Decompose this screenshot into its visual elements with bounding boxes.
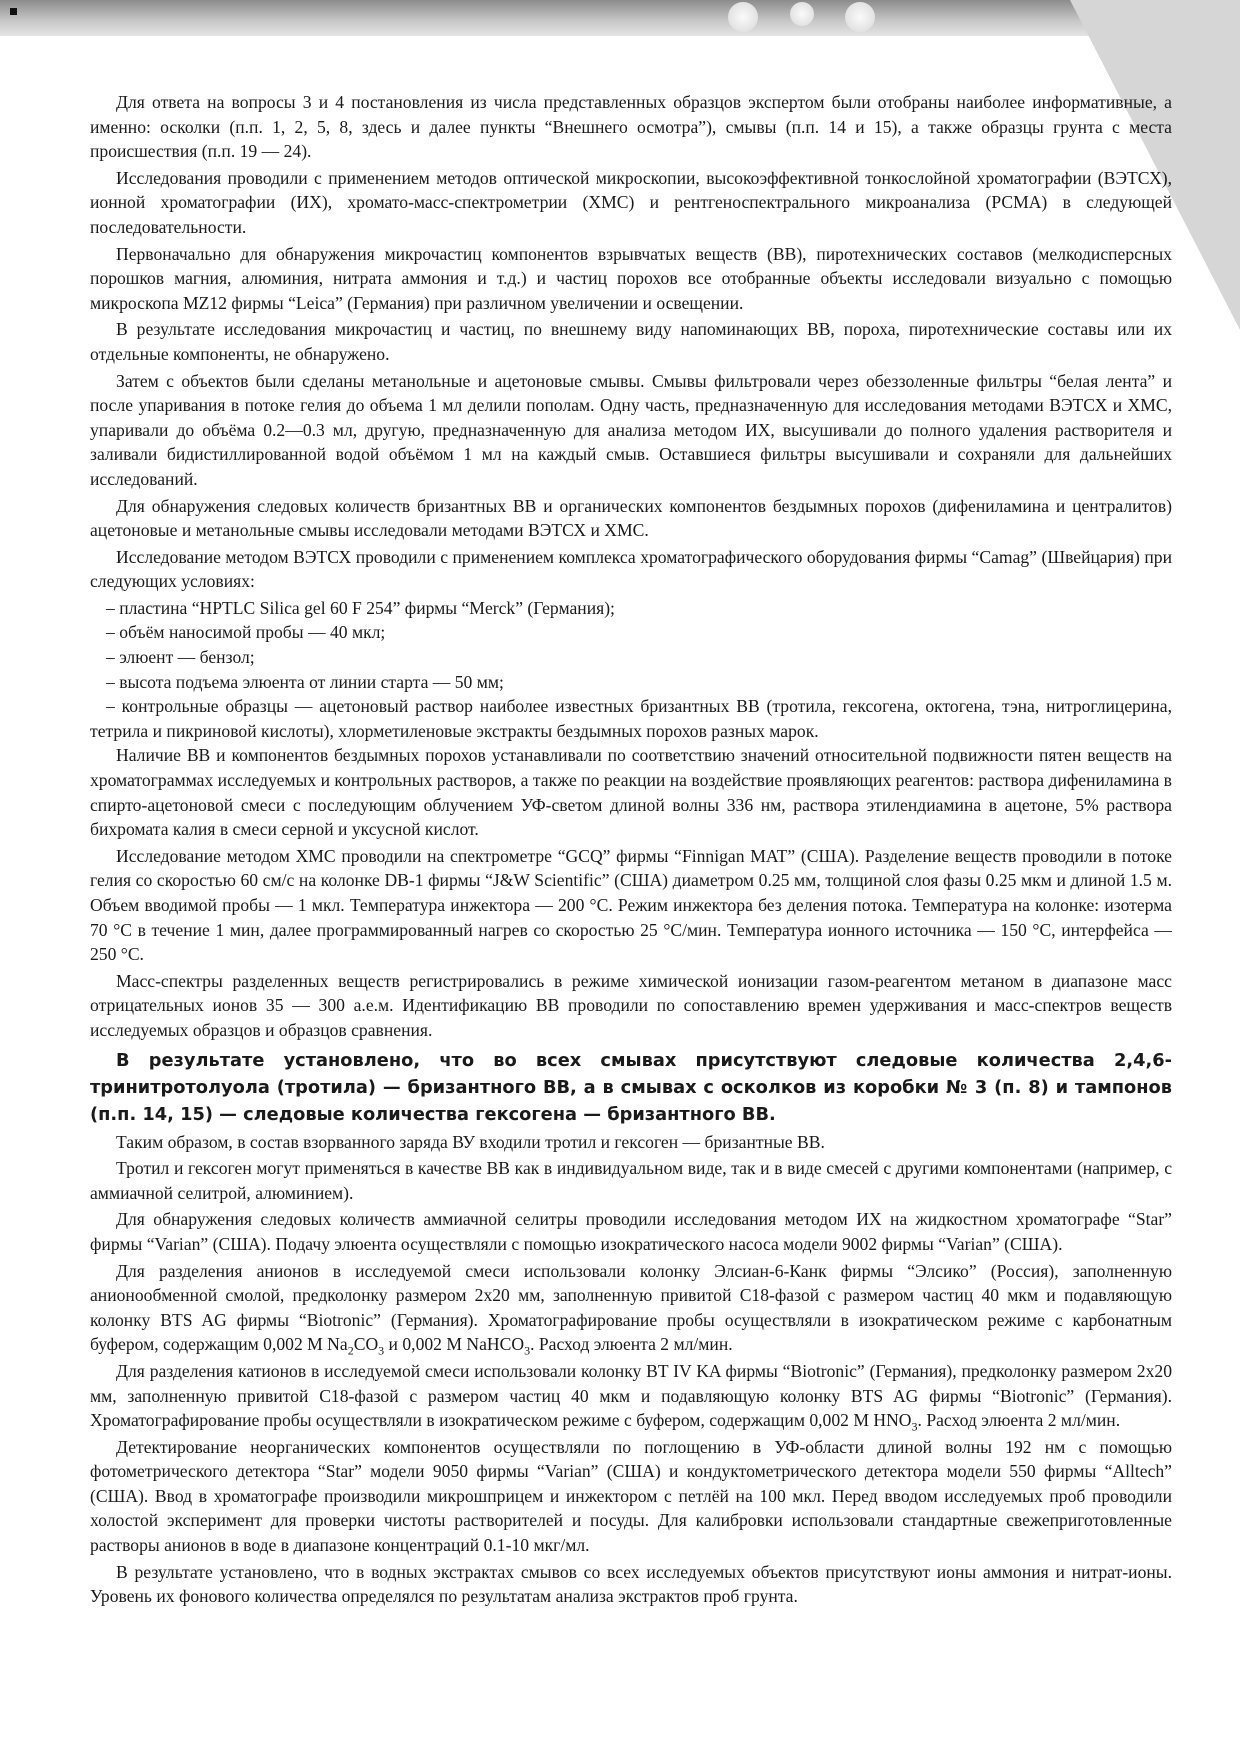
- paragraph: Масс-спектры разделенных веществ регистрировались в режиме химической ионизации газом-реагентом метаном в диапазоне масс отрицательных ионов 35 — 300 а.е.м. Идентификацию ВВ проводили по сопоставлению времен удерживания и масс-спектров веществ исследуемых образцов и образцов сравнения.: [90, 970, 1172, 1040]
- subscript: 2: [347, 1343, 354, 1358]
- binder-hole: [728, 2, 758, 32]
- anion-text: Для разделения анионов в исследуемой смеси использовали колонку Элсиан-6-Канк фирмы “Элсико” (Россия), заполненную анионообменной смолой, предколонку размером 2х20 мм, заполненную привитой С18-фазой с размером частиц 40 мкм и подавляющую колонку BTS AG фирмы “Biotronic” (Германия). Хроматографирование пробы осуществляли в изократическом режиме с карбонатным буфером, содержащим 0,002 М Na: [90, 1260, 1172, 1355]
- condition-item: – высота подъема элюента от линии старта — 50 мм;: [106, 671, 504, 692]
- cation-text: Для разделения катионов в исследуемой смеси использовали колонку BT IV KA фирмы “Biotronic” (Германия), предколонку размером 2х20 мм, заполненную привитой С18-фазой с размером частиц 40 мкм и подавляющую колонку BTS AG фирмы “Biotronic” (Германия). Хроматографирование пробы осуществляли в изократическом режиме с буфером, содержащим 0,002 М HNO: [90, 1360, 1172, 1431]
- paragraph: Первоначально для обнаружения микрочастиц компонентов взрывчатых веществ (ВВ), пиротехнических составов (мелкодисперсных порошков магния, алюминия, нитрата аммония и т.д.) и частиц порохов все отобранные объекты исследовали визуально с помощью микроскопа MZ12 фирмы “Leica” (Германия) при различном увеличении и освещении.: [90, 243, 1172, 313]
- subscript: 3: [911, 1419, 918, 1434]
- paragraph: Затем с объектов были сделаны метанольные и ацетоновые смывы. Смывы фильтровали через обеззоленные фильтры “белая лента” и после упаривания в потоке гелия до объема 1 мл делили пополам. Одну часть, предназначенную для исследования методами ВЭТСХ и ХМС, упаривали до объёма 0.2—0.3 мл, другую, предназначенную для анализа методом ИХ, высушивали до полного удаления растворителя и заливали бидистиллированной водой объёмом 1 мл на каждый смыв. Оставшиеся фильтры высушивали и сохраняли для дальнейших исследований.: [90, 370, 1172, 489]
- condition-item: – контрольные образцы — ацетоновый раствор наиболее известных бризантных ВВ (тротила, гексогена, октогена, тэна, нитроглицерина, тетрила и пикриновой кислоты), хлорметиленовые экстракты бездымных порохов разных марок.: [90, 696, 1172, 741]
- paragraph: Детектирование неорганических компонентов осуществляли по поглощению в УФ-области длиной волны 192 нм с помощью фотометрического детектора “Star” модели 9050 фирмы “Varian” (США) и кондуктометрического детектора модели 550 фирмы “Alltech” (США). Ввод в хроматографе производили микрошприцем и инжектором с петлёй на 100 мкл. Перед вводом исследуемых проб проводили холостой эксперимент для проверки чистоты растворителей и посуды. Для калибровки использовали стандартные свежеприготовленные растворы анионов в воде в диапазоне концентраций 0.1-10 мкг/мл.: [90, 1436, 1172, 1556]
- anion-formula: и 0,002 М NaHCO: [384, 1334, 525, 1355]
- paragraph-anions: [90, 1259, 1172, 1357]
- paragraph: Таким образом, в состав взорванного заряда ВУ входили тротил и гексоген — бризантные ВВ.: [116, 1131, 825, 1152]
- scan-corner-mark: [10, 8, 17, 15]
- condition-item: – элюент — бензол;: [106, 647, 255, 668]
- binder-hole: [790, 2, 814, 26]
- subscript: 3: [524, 1343, 531, 1358]
- paragraph: Исследование методом ХМС проводили на спектрометре “GCQ” фирмы “Finnigan MAT” (США). Разделение веществ проводили в потоке гелия со скоростью 60 см/с на колонке DB-1 фирмы “J&W Scientific” (США) диаметром 0.25 мм, толщиной слоя фазы 0.25 мкм и длиной 1.5 м. Объем вводимой пробы — 1 мкл. Температура инжектора — 200 °С. Режим инжектора без деления потока. Температура на колонке: изотерма 70 °С в течение 1 мин, далее программированный нагрев со скоростью 25 °С/мин. Температура ионного источника — 150 °С, интерфейса — 250 °С.: [90, 845, 1172, 965]
- subscript: 3: [378, 1343, 385, 1358]
- document-body: [90, 90, 1172, 1611]
- result-statement: В результате установлено, что во всех смывах присутствуют следовые количества 2,4,6-тринитротолуола (тротила) — бризантного ВВ, а в смывах с осколков из коробки № 3 (п. 8) и тампонов (п.п. 14, 15) — следовые количества гексогена — бризантного ВВ.: [90, 1049, 1172, 1125]
- paragraph: Наличие ВВ и компонентов бездымных порохов устанавливали по соответствию значений относительной подвижности пятен веществ на хроматограммах исследуемых и контрольных растворов, а также по реакции на воздействие проявляющих реагентов: раствора дифениламина в спирто-ацетоновой смеси с последующим облучением УФ-светом длиной волны 336 нм, раствора этилендиамина в ацетоне, 5% раствора бихромата калия в смеси серной и уксусной кислот.: [90, 745, 1172, 840]
- anion-formula: CO: [353, 1334, 379, 1355]
- condition-item: – пластина “HPTLC Silica gel 60 F 254” фирмы “Merck” (Германия);: [106, 597, 615, 618]
- paragraph: Для обнаружения следовых количеств аммиачной селитры проводили исследования методом ИХ на жидкостном хроматографе “Star” фирмы “Varian” (США). Подачу элюента осуществляли с помощью изократического насоса модели 9002 фирмы “Varian” (США).: [90, 1209, 1172, 1254]
- cation-end: . Расход элюента 2 мл/мин.: [917, 1410, 1121, 1431]
- paragraph-cations: [90, 1359, 1172, 1433]
- paragraph: Исследование методом ВЭТСХ проводили с применением комплекса хроматографического оборудования фирмы “Camag” (Швейцария) при следующих условиях:: [90, 546, 1172, 592]
- binder-hole: [845, 2, 875, 32]
- paragraph: Тротил и гексоген могут применяться в качестве ВВ как в индивидуальном виде, так и в виде смесей с другими компонентами (например, с аммиачной селитрой, алюминием).: [90, 1158, 1172, 1203]
- paragraph: Для обнаружения следовых количеств бризантных ВВ и органических компонентов бездымных порохов (дифениламина и централитов) ацетоновые и метанольные смывы исследовали методами ВЭТСХ и ХМС.: [90, 495, 1172, 541]
- anion-end: . Расход элюента 2 мл/мин.: [530, 1334, 733, 1355]
- paragraph: В результате установлено, что в водных экстрактах смывов со всех исследуемых объектов присутствуют ионы аммония и нитрат-ионы. Уровень их фонового количества определялся по результатам анализа экстрактов проб грунта.: [90, 1561, 1172, 1607]
- paragraph: Для ответа на вопросы 3 и 4 постановления из числа представленных образцов экспертом были отобраны наиболее информативные, а именно: осколки (п.п. 1, 2, 5, 8, здесь и далее пункты “Внешнего осмотра”), смывы (п.п. 14 и 15), а также образцы грунта с места происшествия (п.п. 19 — 24).: [90, 92, 1172, 162]
- paragraph: Исследования проводили с применением методов оптической микроскопии, высокоэффективной тонкослойной хроматографии (ВЭТСХ), ионной хроматографии (ИХ), хромато-масс-спектрометрии (ХМС) и рентгеноспектрального микроанализа (РСМА) в следующей последовательности.: [90, 167, 1172, 237]
- condition-item: – объём наносимой пробы — 40 мкл;: [106, 622, 386, 643]
- scan-top-edge: [0, 0, 1240, 36]
- paragraph: В результате исследования микрочастиц и частиц, по внешнему виду напоминающих ВВ, пороха, пиротехнические составы или их отдельные компоненты, не обнаружено.: [90, 319, 1172, 364]
